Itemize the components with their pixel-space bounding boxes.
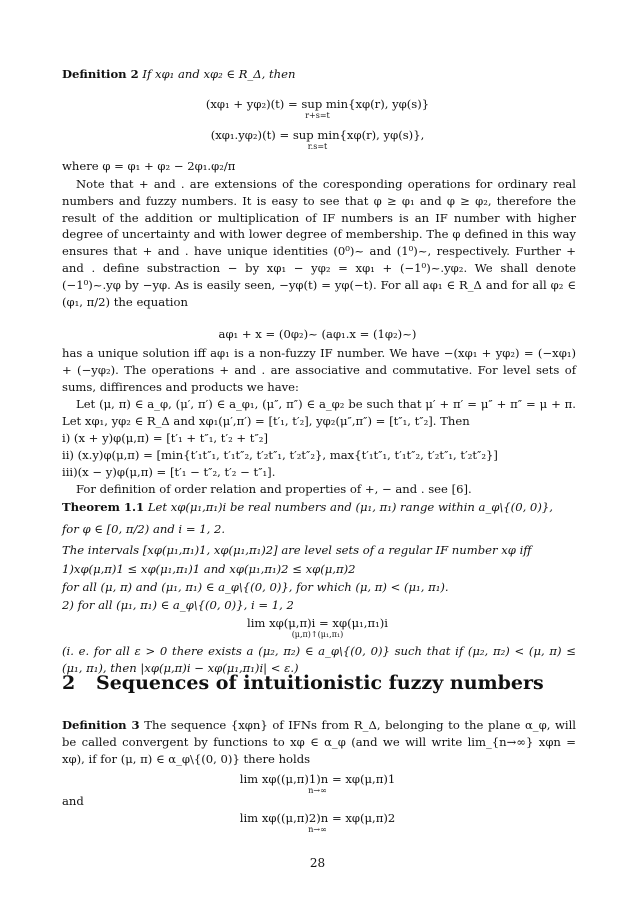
theorem-1-1-limit-main: lim xφ(μ,π)i = xφ(μ₁,π₁)i — [247, 616, 388, 630]
definition-3-limit-2-main: lim xφ((μ,π)2)n = xφ(μ,π)2 — [239, 811, 396, 825]
level-set-sum: i) (x + y)φ(μ,π) = [t′₁ + t″₁, t′₂ + t″₂] — [62, 431, 268, 445]
note-paragraph: Note that + and . are extensions of the coresponding operations for ordinary real numbers and fuzzy numbers. It is easy to see that φ ≥ φ₁ and φ ≥ φ₂, therefore the result of the addition or multiplication of IF numbers is an IF number with higher degree of uncertainty and with lower degree of membership. The φ defined in this way ensures that + and . have unique identities (0⁰)~ and (1⁰)~, respectively. Further + and . define substraction − by xφ₁ − yφ₂ = xφ₁ + (−1⁰)~.yφ₂. We shall denote (−1⁰)~.yφ by −yφ. As is easily seen, −yφ(t) = yφ(−t). For all aφ₁ ∈ R_Δ and for all φ₂ ∈ (φ₁, π/2) the equation — [62, 177, 576, 309]
theorem-1-1-statement: Let xφ(μ₁,π₁)i be real numbers and (μ₁, π₁) range within a_φ\{(0, 0)}, — [147, 500, 553, 514]
page-number: 28 — [309, 856, 326, 870]
definition-3-limit-1-sub: n→∞ — [308, 786, 327, 795]
theorem-1-1-condition-2: 2) for all (μ₁, π₁) ∈ a_φ\{(0, 0)}, i = 1, 2 — [62, 598, 294, 612]
definition-3-label: Definition 3 — [62, 718, 140, 732]
unique-solution-paragraph: has a unique solution iff aφ₁ is a non-fuzzy IF number. We have −(xφ₁ + yφ₂) = (−xφ₁) + (−yφ₂). The operations + and . are associative and commutative. For level sets of sums, diffirences and products we have: — [62, 346, 576, 394]
theorem-1-1-condition-1: 1)xφ(μ,π)1 ≤ xφ(μ₁,π₁)1 and xφ(μ₁,π₁)2 ≤ xφ(μ,π)2 — [62, 562, 356, 576]
definition-3-limit-2 — [0, 811, 635, 834]
definition-2-intro — [62, 66, 576, 83]
definition-2-text: If xφ₁ and xφ₂ ∈ R_Δ, then — [142, 67, 296, 81]
theorem-1-1-epsilon-note: (i. e. for all ε > 0 there exists a (μ₂, π₂) ∈ a_φ\{(0, 0)} such that if (μ₂, π₂) < (μ, π) ≤ (μ₁, π₁), then |xφ(μ,π)i − xφ(μ₁,π₁)i| < ε.) — [62, 644, 576, 675]
equation-sup-sum-main: (xφ₁ + yφ₂)(t) = sup min{xφ(r), yφ(s)} — [205, 97, 430, 111]
level-set-product: ii) (x.y)φ(μ,π) = [min{t′₁t″₁, t′₁t″₂, t′₂t″₁, t′₂t″₂}, max{t′₁t″₁, t′₁t″₂, t′₂t″₁, t′₂t″₂}] — [62, 448, 498, 462]
equation-identity: aφ₁ + x = (0φ₂)~ (aφ₁.x = (1φ₂)~) — [218, 327, 417, 341]
definition-3-text: The sequence {xφn} of IFNs from R_Δ, belonging to the plane α_φ, will be called convergent by functions to xφ ∈ α_φ (and we will write lim_{n→∞} xφn = xφ), if for (μ, π) ∈ α_φ\{(0, 0)} there holds — [62, 718, 577, 766]
equation-sup-product-sub: r.s=t — [307, 142, 328, 151]
section-2-heading — [62, 672, 544, 694]
theorem-1-1-label: Theorem 1.1 — [62, 500, 145, 514]
level-set-difference: iii)(x − y)φ(μ,π) = [t′₁ − t″₂, t′₂ − t″₁]. — [62, 465, 276, 479]
definition-3-limit-1 — [0, 772, 635, 795]
definition-2-label: Definition 2 — [62, 67, 139, 81]
definition-3-limit-1-main: lim xφ((μ,π)1)n = xφ(μ,π)1 — [239, 772, 396, 786]
equation-sup-sum — [0, 97, 635, 120]
definition-3-limit-2-sub: n→∞ — [308, 825, 327, 834]
section-2-number: 2 — [62, 672, 76, 694]
definition-3-and: and — [62, 794, 84, 808]
theorem-1-1-limit-sub: (μ,π)↑(μ₁,π₁) — [291, 630, 344, 639]
theorem-1-1-line-5: for all (μ, π) and (μ₁, π₁) ∈ a_φ\{(0, 0)}, for which (μ, π) < (μ₁, π₁). — [62, 580, 449, 594]
order-relation-note: For definition of order relation and properties of +, − and . see [6]. — [76, 482, 472, 496]
theorem-1-1-limit — [0, 616, 635, 639]
level-set-intro-paragraph: Let (μ, π) ∈ a_φ, (μ′, π′) ∈ a_φ₁, (μ″, π″) ∈ a_φ₂ be such that μ′ + π′ = μ″ + π″ = μ + π. Let xφ₁, yφ₂ ∈ R_Δ and xφ₁(μ′,π′) = [t′₁, t′₂], yφ₂(μ″,π″) = [t″₁, t″₂]. Then — [62, 397, 576, 428]
theorem-1-1-line-1 — [62, 499, 576, 516]
definition-3-paragraph — [62, 717, 576, 767]
phi-definition: where φ = φ₁ + φ₂ − 2φ₁.φ₂/π — [62, 159, 236, 173]
theorem-1-1-line-2: for φ ∈ [0, π/2) and i = 1, 2. — [62, 522, 226, 536]
equation-sup-sum-sub: r+s=t — [305, 111, 330, 120]
equation-sup-product-main: (xφ₁.yφ₂)(t) = sup min{xφ(r), yφ(s)}, — [210, 128, 425, 142]
section-2-title: Sequences of intuitionistic fuzzy numbers — [96, 672, 544, 694]
theorem-1-1-line-3: The intervals [xφ(μ₁,π₁)1, xφ(μ₁,π₁)2] are level sets of a regular IF number xφ iff — [62, 543, 532, 557]
equation-sup-product — [0, 128, 635, 151]
